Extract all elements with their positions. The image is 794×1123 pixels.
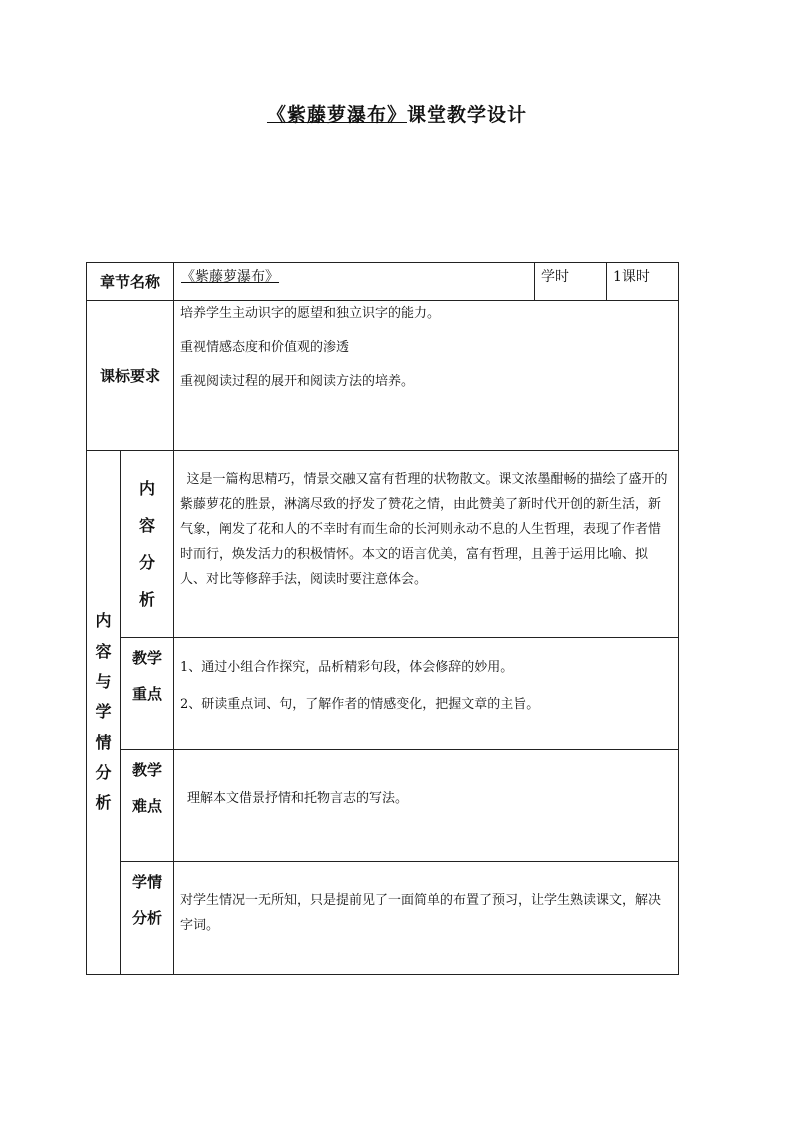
title-underlined: 《紫藤萝瀑布》 [266, 104, 407, 126]
section-char: 析 [95, 793, 112, 813]
content-char: 容 [139, 516, 156, 535]
content-analysis-text [174, 451, 679, 638]
difficulty-text: 理解本文借景抒情和托物言志的写法。 [174, 750, 679, 862]
curriculum-item: 重视阅读过程的展开和阅读方法的培养。 [180, 373, 415, 389]
section-char: 容 [95, 641, 112, 661]
content-char: 分 [139, 553, 156, 572]
hours-value: 1课时 [607, 263, 679, 301]
key-points-text [174, 638, 679, 750]
content-analysis-section-label [87, 451, 121, 975]
key-point-item: 1、通过小组合作探究，品析精彩句段，体会修辞的妙用。 [180, 660, 514, 675]
student-label-line: 学情 [132, 873, 163, 891]
content-paragraph: 这是一篇构思精巧，情景交融又富有哲理的状物散文。课文浓墨酣畅的描绘了盛开的紫藤萝花的胜景，淋漓尽致的抒发了赞花之情，由此赞美了新时代开创的新生活，新气象，阐发了花和人的不幸时有而生命的长河则永动不息的人生哲理，表现了作者惜时而行，焕发活力的积极情怀。本文的语言优美，富有哲理，且善于运用比喻、拟人、对比等修辞手法，阅读时要注意体会。 [180, 472, 668, 587]
curriculum-requirements [174, 301, 679, 451]
hours-label: 学时 [535, 263, 607, 301]
section-char: 分 [95, 763, 112, 783]
chapter-name-value [174, 263, 535, 301]
curriculum-label: 课标要求 [87, 301, 174, 451]
student-analysis-label [121, 862, 174, 975]
page-title [0, 100, 794, 127]
chapter-name-label: 章节名称 [87, 263, 174, 301]
content-char: 析 [139, 590, 156, 609]
title-rest: 课堂教学设计 [407, 104, 528, 126]
chapter-name-text: 《紫藤萝瀑布》 [181, 269, 280, 285]
section-char: 学 [95, 702, 112, 722]
section-char: 与 [95, 671, 112, 691]
section-char: 情 [95, 732, 112, 752]
key-label-line: 教学 [132, 649, 163, 667]
student-label-line: 分析 [132, 909, 163, 927]
difficulty-label-line: 教学 [132, 761, 163, 779]
key-points-label [121, 638, 174, 750]
lesson-plan-table [86, 262, 679, 975]
curriculum-item: 重视情感态度和价值观的渗透 [180, 339, 350, 355]
key-point-item: 2、研读重点词、句，了解作者的情感变化，把握文章的主旨。 [180, 696, 540, 712]
section-char: 内 [95, 611, 112, 631]
curriculum-item: 培养学生主动识字的愿望和独立识字的能力。 [180, 306, 441, 321]
content-analysis-label [121, 451, 174, 638]
difficulty-label-line: 难点 [132, 797, 163, 815]
key-label-line: 重点 [132, 685, 163, 703]
student-analysis-text: 对学生情况一无所知，只是提前见了一面简单的布置了预习，让学生熟读课文，解决字词。 [174, 862, 679, 975]
difficulty-label [121, 750, 174, 862]
content-char: 内 [139, 479, 156, 498]
